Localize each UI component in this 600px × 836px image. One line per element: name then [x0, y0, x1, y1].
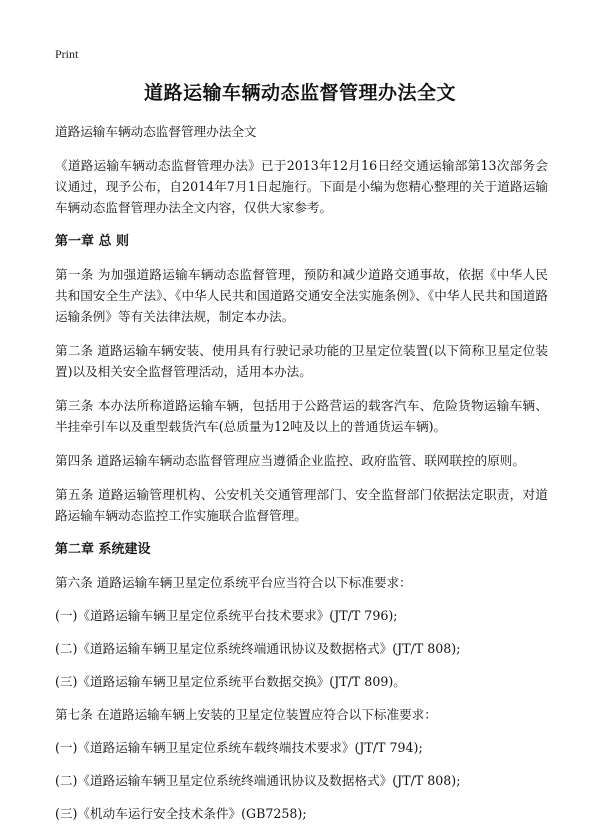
list-item: (三)《机动车运行安全技术条件》(GB7258); [55, 806, 307, 821]
document-body [55, 121, 548, 836]
intro-paragraph: 《道路运输车辆动态监督管理办法》已于2013年12月16日经交通运输部第13次部务会议通过，现予公布，自2014年7月1日起施行。下面是小编为您精心整理的关于道路运输车辆动态监督管理办法全文内容，仅供大家参考。 [55, 158, 548, 215]
list-item: (三)《道路运输车辆卫星定位系统平台数据交换》(JT/T 809)。 [55, 674, 406, 689]
article-paragraph: 第六条 道路运输车辆卫星定位系统平台应当符合以下标准要求： [55, 575, 412, 590]
article-paragraph: 第一条 为加强道路运输车辆动态监督管理，预防和减少道路交通事故，依据《中华人民共和国安全生产法》、《中华人民共和国道路交通安全法实施条例》、《中华人民共和国道路运输条例》等有关法律法规，制定本办法。 [55, 267, 548, 324]
list-item: (二)《道路运输车辆卫星定位系统终端通讯协议及数据格式》(JT/T 808); [55, 641, 461, 656]
article-paragraph: 第三条 本办法所称道路运输车辆，包括用于公路营运的载客汽车、危险货物运输车辆、半挂牵引车以及重型载货汽车(总质量为12吨及以上的普通货运车辆)。 [55, 398, 548, 434]
list-item: (一)《道路运输车辆卫星定位系统平台技术要求》(JT/T 796); [55, 608, 398, 623]
article-paragraph: 第四条 道路运输车辆动态监督管理应当遵循企业监控、政府监管、联网联控的原则。 [55, 453, 525, 468]
chapter-heading: 第二章 系统建设 [55, 542, 151, 557]
article-paragraph: 第七条 在道路运输车辆上安装的卫星定位装置应符合以下标准要求： [55, 707, 437, 722]
article-paragraph: 第二条 道路运输车辆安装、使用具有行驶记录功能的卫星定位装置(以下简称卫星定位装置)以及相关安全监督管理活动，适用本办法。 [55, 343, 548, 379]
chapter-heading: 第一章 总 则 [55, 234, 130, 249]
list-item: (二)《道路运输车辆卫星定位系统终端通讯协议及数据格式》(JT/T 808); [55, 773, 461, 788]
list-item: (一)《道路运输车辆卫星定位系统车载终端技术要求》(JT/T 794); [55, 740, 423, 755]
article-paragraph: 第五条 道路运输管理机构、公安机关交通管理部门、安全监督部门依据法定职责，对道路运输车辆动态监控工作实施联合监督管理。 [55, 487, 548, 523]
page-title: 道路运输车辆动态监督管理办法全文 [143, 82, 456, 104]
print-label: Print [55, 47, 79, 61]
subtitle: 道路运输车辆动态监督管理办法全文 [55, 124, 257, 139]
